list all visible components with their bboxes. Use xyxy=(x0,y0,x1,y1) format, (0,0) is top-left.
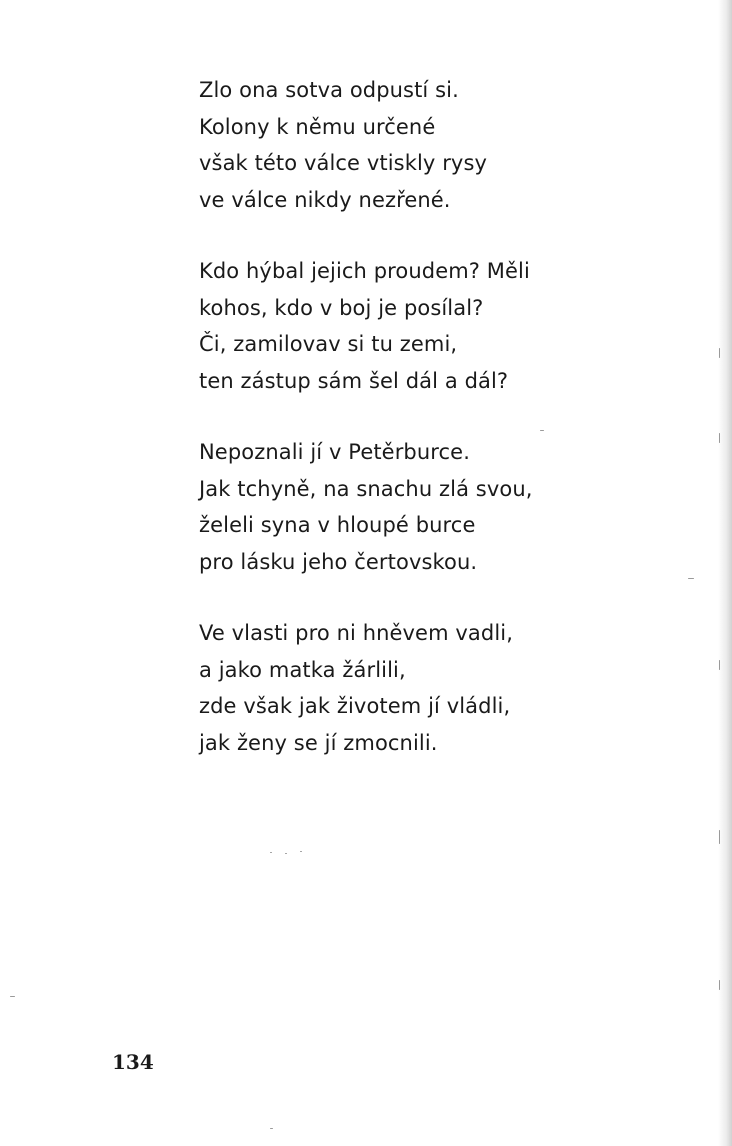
poem-line: pro lásku jeho čertovskou. xyxy=(199,549,478,574)
poem-line: Kdo hýbal jejich proudem? Měli xyxy=(199,259,530,283)
poem-line: želeli syna v hloupé burce xyxy=(199,513,476,537)
poem-line: ten zástup sám šel dál a dál? xyxy=(199,368,509,393)
scan-speck xyxy=(300,851,302,852)
poem-line: kohos, kdo v boj je posílal? xyxy=(199,295,484,320)
poem-line: a jako matka žárlili, xyxy=(199,657,406,682)
scan-speck xyxy=(270,1128,273,1129)
poem-line: jak ženy se jí zmocnili. xyxy=(199,730,438,755)
poem-line: Jak tchyně, na snachu zlá svou, xyxy=(199,476,533,501)
stanza-2 xyxy=(199,253,639,399)
scan-speck xyxy=(719,830,720,844)
scan-speck xyxy=(719,433,720,443)
poem-line: Zlo ona sotva odpustí si. xyxy=(199,78,459,102)
scan-speck xyxy=(719,660,720,670)
scan-speck xyxy=(10,996,15,997)
poem-line: zde však jak životem jí vládli, xyxy=(199,694,511,718)
poem-line: však této válce vtiskly rysy xyxy=(199,151,488,175)
scan-speck xyxy=(719,980,720,990)
scan-speck xyxy=(285,853,287,854)
poem-line: Kolony k němu určené xyxy=(199,114,436,139)
scan-speck xyxy=(688,578,694,579)
page-number: 134 xyxy=(112,1050,154,1074)
poem-text xyxy=(199,72,639,796)
poem-line: Ve vlasti pro ni hněvem vadli, xyxy=(199,621,513,645)
scan-speck xyxy=(540,430,544,431)
stanza-1 xyxy=(199,72,639,218)
page-edge-shadow xyxy=(718,0,732,1146)
poem-line: Či, zamilovav si tu zemi, xyxy=(199,332,458,356)
poem-line: ve válce nikdy nezřené. xyxy=(199,187,451,212)
scan-speck xyxy=(270,852,272,853)
stanza-3 xyxy=(199,434,639,580)
poem-line: Nepoznali jí v Petěrburce. xyxy=(199,440,470,464)
scan-speck xyxy=(719,348,720,358)
stanza-4 xyxy=(199,615,639,761)
